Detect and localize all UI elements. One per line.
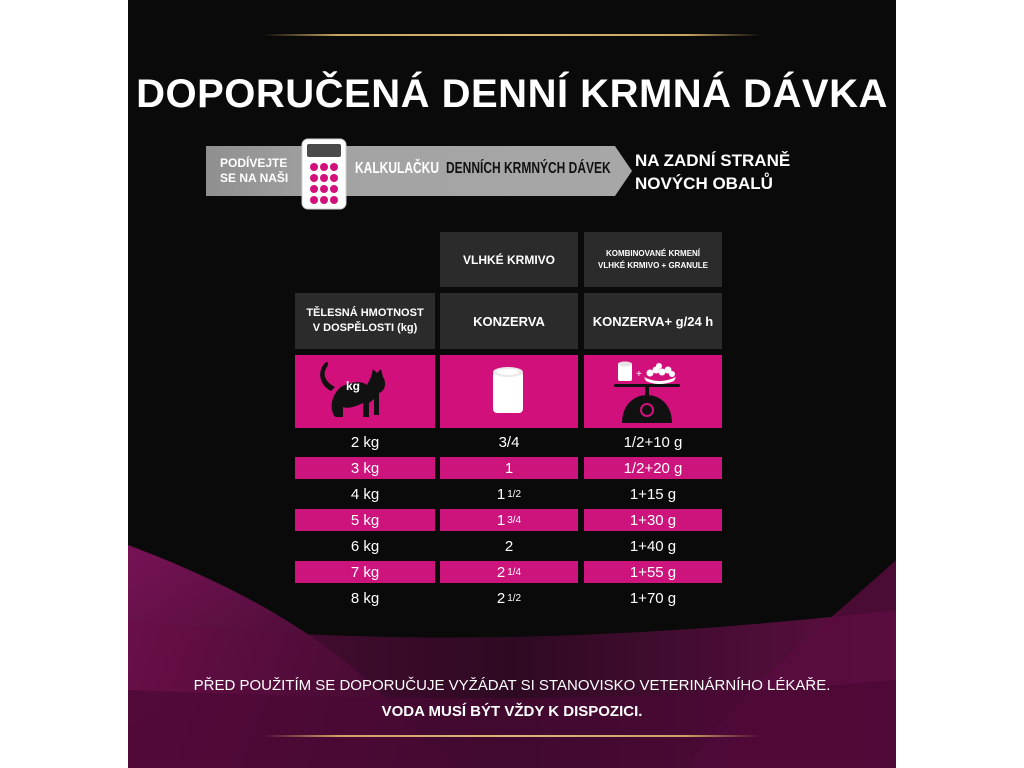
row-weight-cell: 5 kg (295, 509, 435, 531)
row-weight-cell: 2 kg (350, 433, 380, 451)
scale-icon-cell (584, 355, 722, 428)
bottom-gold-line (263, 735, 761, 737)
row-can-cell: 3/4 (498, 433, 520, 451)
cat-icon-cell (295, 355, 435, 428)
row-can-cell: 1 (440, 457, 578, 479)
row-combo-cell: 1+40 g (629, 537, 677, 555)
row-can-cell: 1 3/4 (440, 509, 578, 531)
row-combo-cell: 1+70 g (629, 589, 677, 607)
calculator-icon (300, 137, 348, 211)
header-can: KONZERVA (440, 293, 578, 349)
row-combo-cell: 1+15 g (629, 485, 677, 503)
row-can-fraction: 1/4 (507, 566, 522, 578)
row-weight-cell: 4 kg (350, 485, 380, 503)
banner-location-text: NA ZADNÍ STRANĚ NOVÝCH OBALŮ (635, 151, 791, 193)
header-body-weight: TĚLESNÁ HMOTNOST V DOSPĚLOSTI (kg) (295, 293, 435, 349)
row-weight-cell: 6 kg (350, 537, 380, 555)
row-combo-cell: 1/2+20 g (584, 457, 722, 479)
can-icon-cell (440, 355, 578, 428)
banner-intro-text: PODÍVEJTE SE NA NAŠI (220, 156, 289, 185)
row-can-cell: 2 (504, 537, 514, 555)
row-can-cell: 1 1/2 (496, 485, 522, 503)
row-combo-cell: 1+30 g (584, 509, 722, 531)
row-can-cell: 2 1/4 (440, 561, 578, 583)
scale-with-can-and-kibble-icon (584, 355, 722, 428)
row-weight-cell: 3 kg (295, 457, 435, 479)
infographic-panel (128, 0, 896, 768)
water-notice-text: VODA MUSÍ BÝT VŽDY K DISPOZICI. (381, 703, 643, 720)
row-can-fraction: 1/2 (507, 592, 522, 604)
row-weight-cell: 7 kg (295, 561, 435, 583)
row-combo-cell: 1/2+10 g (623, 433, 683, 451)
header-can-plus-grams: KONZERVA+ g/24 h (584, 293, 722, 349)
header-wet-food: VLHKÉ KRMIVO (440, 232, 578, 287)
banner-calculator-subject: DENNÍCH KRMNÝCH DÁVEK (446, 160, 611, 177)
cat-kg-label: kg (346, 379, 361, 393)
row-combo-cell: 1+55 g (584, 561, 722, 583)
header-combined-feeding: KOMBINOVANÉ KRMENÍ VLHKÉ KRMIVO + GRANULE (584, 232, 722, 287)
row-can-fraction: 1/2 (507, 488, 522, 500)
banner-calculator-word: KALKULAČKU (355, 160, 439, 177)
cat-icon (295, 355, 435, 428)
can-icon (440, 355, 578, 428)
row-can-cell: 2 1/2 (496, 589, 522, 607)
svg-text:+: + (636, 369, 642, 380)
top-gold-line (263, 34, 761, 36)
vet-advice-text: PŘED POUŽITÍM SE DOPORUČUJE VYŽÁDAT SI STANOVISKO VETERINÁRNÍHO LÉKAŘE. (193, 677, 831, 694)
page-title: DOPORUČENÁ DENNÍ KRMNÁ DÁVKA (136, 72, 888, 116)
row-weight-cell: 8 kg (350, 589, 380, 607)
row-can-fraction: 3/4 (507, 514, 522, 526)
